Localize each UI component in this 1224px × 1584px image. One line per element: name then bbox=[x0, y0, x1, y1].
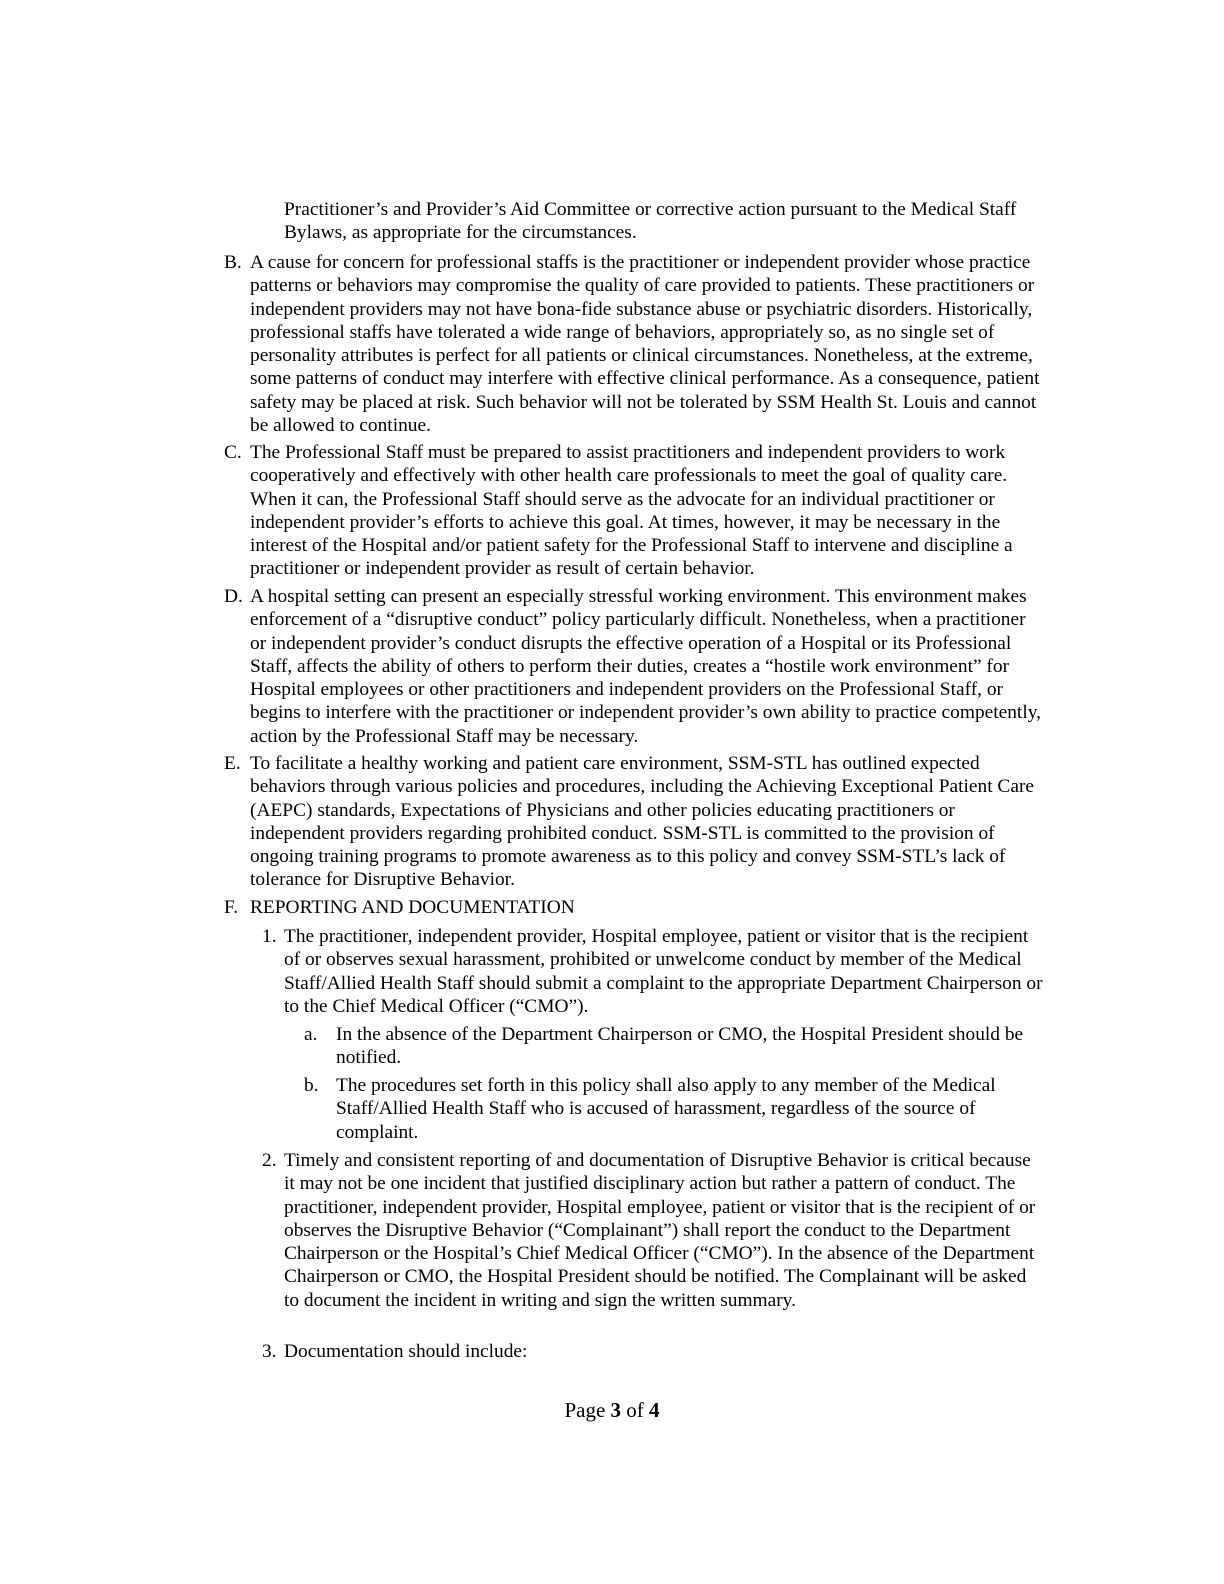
subitem-marker: 3. bbox=[262, 1341, 277, 1362]
section-marker: C. bbox=[224, 442, 242, 463]
subitem-text: Documentation should include: bbox=[284, 1341, 528, 1362]
subitem-marker: 2. bbox=[262, 1150, 277, 1171]
section-marker: F. bbox=[224, 897, 239, 918]
page-footer bbox=[0, 1399, 1224, 1422]
subitem-text: The practitioner, independent provider, Hospital employee, patient or visitor that is the recipient of or observes sexual harassment, prohibited or unwelcome conduct by member of the Medical Staff/Allied Health Staff should submit a complaint to the appropriate Department Chairperson or to the Chief Medical Officer (“CMO”). bbox=[284, 926, 1043, 1017]
subsubitem-marker: b. bbox=[304, 1075, 319, 1096]
continuation-paragraph: Practitioner’s and Provider’s Aid Committee or corrective action pursuant to the Medical Staff Bylaws, as appropriate for the circumstances. bbox=[284, 199, 1017, 244]
footer-of-label: of bbox=[626, 1398, 644, 1422]
section-marker: E. bbox=[224, 753, 241, 774]
section-text: A cause for concern for professional staffs is the practitioner or independent provider whose practice patterns or behaviors may compromise the quality of care provided to patients. These practitioners or independent providers may not have bona-fide substance abuse or psychiatric disorders. Historically, professional staffs have tolerated a wide range of behaviors, appropriately so, as no single set of personality attributes is perfect for all patients or clinical circumstances. Nonetheless, at the extreme, some patterns of conduct may interfere with effective clinical performance. As a consequence, patient safety may be placed at risk. Such behavior will not be tolerated by SSM Health St. Louis and cannot be allowed to continue. bbox=[250, 252, 1040, 437]
section-heading: REPORTING AND DOCUMENTATION bbox=[250, 897, 575, 918]
subitem-text: Timely and consistent reporting of and documentation of Disruptive Behavior is critical because it may not be one incident that justified disciplinary action but rather a pattern of conduct. The practitioner, independent provider, Hospital employee, patient or visitor that is the recipient of or observes the Disruptive Behavior (“Complainant”) shall report the conduct to the Department Chairperson or the Hospital’s Chief Medical Officer (“CMO”). In the absence of the Department Chairperson or CMO, the Hospital President should be notified. The Complainant will be asked to document the incident in writing and sign the written summary. bbox=[284, 1150, 1036, 1311]
subitem-marker: 1. bbox=[262, 926, 277, 947]
section-marker: B. bbox=[224, 252, 242, 273]
section-text: A hospital setting can present an especially stressful working environment. This environment makes enforcement of a “disruptive conduct” policy particularly difficult. Nonetheless, when a practitioner or independent provider’s conduct disrupts the effective operation of a Hospital or its Professional Staff, affects the ability of others to perform their duties, creates a “hostile work environment” for Hospital employees or other practitioners and independent providers on the Professional Staff, or begins to interfere with the practitioner or independent provider’s own ability to practice competently, action by the Professional Staff may be necessary. bbox=[250, 586, 1041, 747]
footer-total-pages: 4 bbox=[649, 1398, 660, 1422]
section-text: The Professional Staff must be prepared to assist practitioners and independent providers to work cooperatively and effectively with other health care professionals to meet the goal of quality care. When it can, the Professional Staff should serve as the advocate for an individual practitioner or independent provider’s efforts to achieve this goal. At times, however, it may be necessary in the interest of the Hospital and/or patient safety for the Professional Staff to intervene and discipline a practitioner or independent provider as result of certain behavior. bbox=[250, 442, 1013, 580]
footer-page-label: Page bbox=[564, 1398, 606, 1422]
subsubitem-marker: a. bbox=[304, 1024, 318, 1045]
footer-current-page: 3 bbox=[610, 1398, 622, 1422]
section-text: To facilitate a healthy working and patient care environment, SSM-STL has outlined expected behaviors through various policies and procedures, including the Achieving Exceptional Patient Care (AEPC) standards, Expectations of Physicians and other policies educating practitioners or independent providers regarding prohibited conduct. SSM-STL is committed to the provision of ongoing training programs to promote awareness as to this policy and convey SSM-STL’s lack of tolerance for Disruptive Behavior. bbox=[250, 753, 1035, 891]
section-marker: D. bbox=[224, 586, 243, 607]
subsubitem-text: The procedures set forth in this policy shall also apply to any member of the Medical Staff/Allied Health Staff who is accused of harassment, regardless of the source of complaint. bbox=[336, 1075, 996, 1143]
subsubitem-text: In the absence of the Department Chairperson or CMO, the Hospital President should be notified. bbox=[336, 1024, 1024, 1069]
